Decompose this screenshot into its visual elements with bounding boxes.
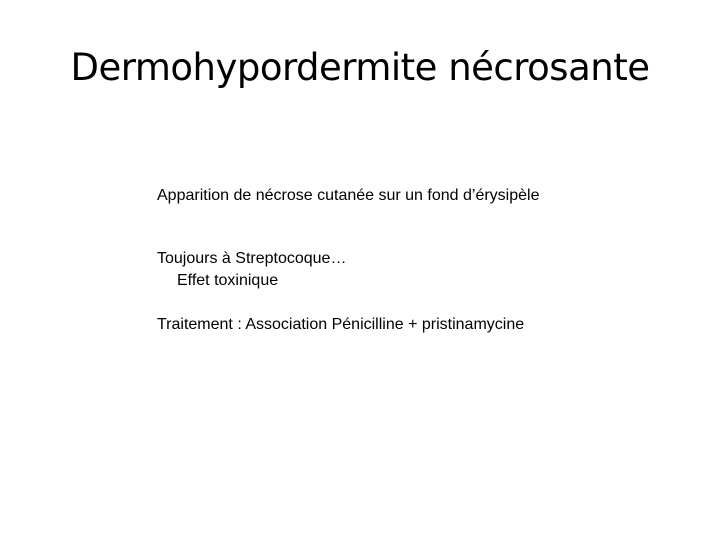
slide-title: Dermohypordermite nécrosante [70, 46, 650, 89]
body-line-traitement: Traitement : Association Pénicilline + pristinamycine [157, 316, 525, 333]
body-line-effet-toxinique: Effet toxinique [177, 272, 279, 289]
body-line-necrose: Apparition de nécrose cutanée sur un fond d’érysipèle [157, 187, 540, 204]
body-line-streptocoque: Toujours à Streptocoque… [157, 250, 347, 267]
